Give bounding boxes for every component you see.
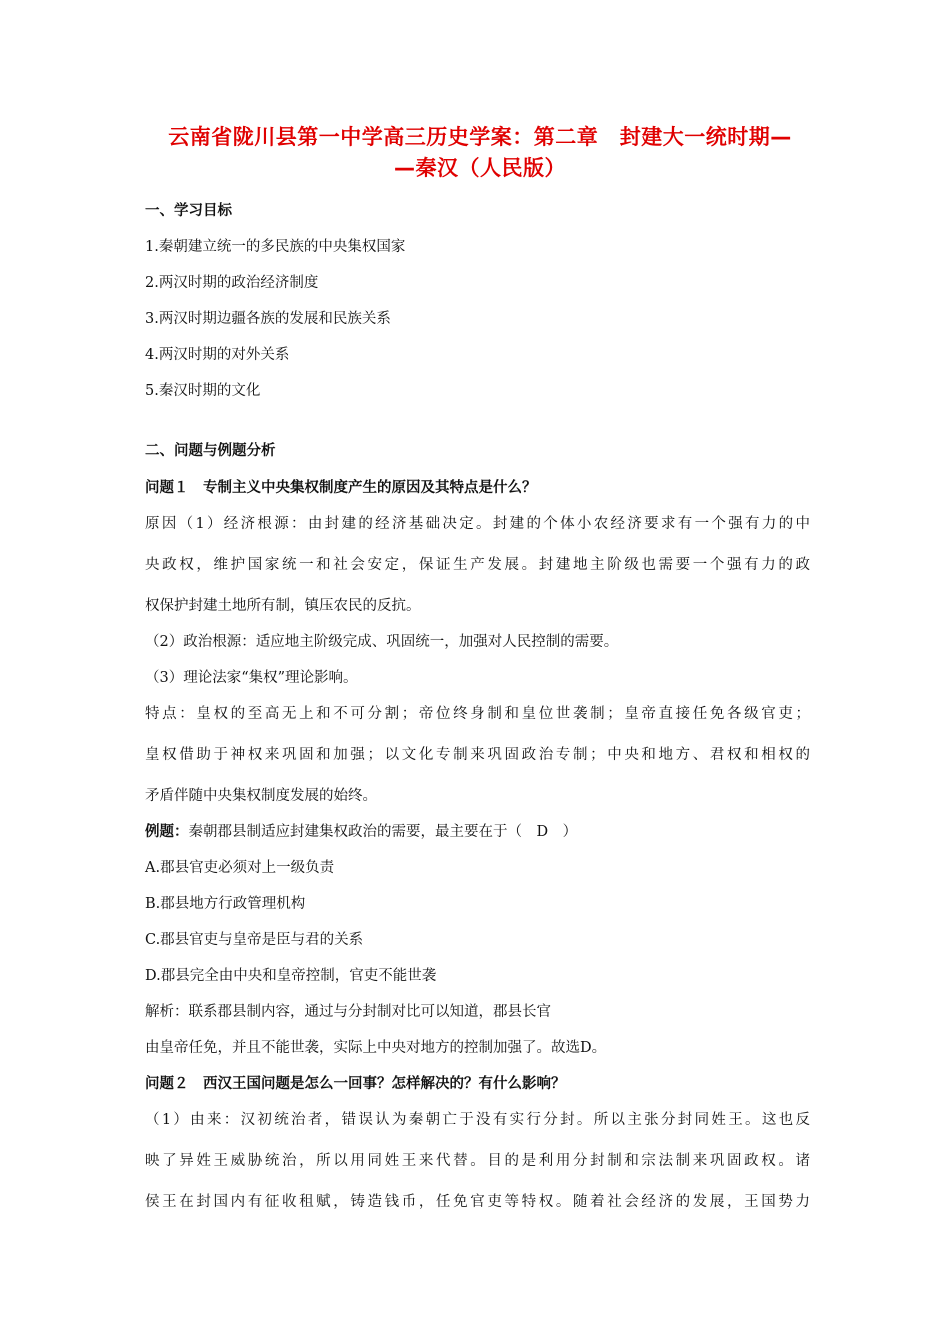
example-analysis-line: 由皇帝任免，并且不能世袭，实际上中央对地方的控制加强了。故选D。 (145, 1040, 607, 1056)
q1-reason-2: （2）政治根源：适应地主阶级完成、巩固统一，加强对人民控制的需要。 (145, 634, 619, 650)
q2-text-line: 侯王在封国内有征收租赋，铸造钱币，任免官吏等特权。随着社会经济的发展，王国势力 (145, 1194, 810, 1210)
objective-item: 1.秦朝建立统一的多民族的中央集权国家 (145, 239, 406, 255)
example-option-a: A.郡县官吏必须对上一级负责 (145, 860, 335, 876)
q1-reason-line: 央政权，维护国家统一和社会安定，保证生产发展。封建地主阶级也需要一个强有力的政 (145, 557, 810, 573)
question-2-heading: 问题２ 西汉王国问题是怎么一回事？怎样解决的？有什么影响？ (145, 1076, 566, 1092)
title-line-1: 云南省陇川县第一中学高三历史学案：第二章 封建大一统时期— (168, 125, 792, 149)
section-heading-questions: 二、问题与例题分析 (145, 443, 276, 459)
example-question (145, 822, 810, 842)
q1-feature-line: 特点：皇权的至高无上和不可分割；帝位终身制和皇位世袭制；皇帝直接任免各级官吏； (145, 706, 810, 722)
section-heading-objectives: 一、学习目标 (145, 203, 232, 219)
objective-item: 2.两汉时期的政治经济制度 (145, 275, 319, 291)
document-title (140, 122, 820, 184)
title-line-2: —秦汉（人民版） (394, 156, 566, 180)
q1-reason-line: 权保护封建土地所有制，镇压农民的反抗。 (145, 598, 421, 614)
example-text: 秦朝郡县制适应封建集权政治的需要，最主要在于（ D ） (188, 824, 578, 840)
q1-reason-3: （3）理论法家“集权”理论影响。 (145, 670, 358, 686)
example-analysis-line: 解析：联系郡县制内容，通过与分封制对比可以知道，郡县长官 (145, 1004, 551, 1020)
example-option-d: D.郡县完全由中央和皇帝控制，官吏不能世袭 (145, 968, 437, 984)
example-label: 例题： (145, 824, 189, 840)
q2-text-line: （1）由来：汉初统治者，错误认为秦朝亡于没有实行分封。所以主张分封同姓王。这也反 (145, 1112, 810, 1128)
q1-reason-line: 原因（1）经济根源：由封建的经济基础决定。封建的个体小农经济要求有一个强有力的中 (145, 516, 810, 532)
objective-item: 4.两汉时期的对外关系 (145, 347, 290, 363)
question-1-heading: 问题１ 专制主义中央集权制度产生的原因及其特点是什么？ (145, 480, 537, 496)
objective-item: 5.秦汉时期的文化 (145, 383, 261, 399)
q1-feature-line: 矛盾伴随中央集权制度发展的始终。 (145, 788, 377, 804)
q1-feature-line: 皇权借助于神权来巩固和加强；以文化专制来巩固政治专制；中央和地方、君权和相权的 (145, 747, 810, 763)
objective-item: 3.两汉时期边疆各族的发展和民族关系 (145, 311, 391, 327)
example-option-c: C.郡县官吏与皇帝是臣与君的关系 (145, 932, 364, 948)
q2-text-line: 映了异姓王威胁统治，所以用同姓王来代替。目的是利用分封制和宗法制来巩固政权。诸 (145, 1153, 810, 1169)
example-option-b: B.郡县地方行政管理机构 (145, 896, 306, 912)
